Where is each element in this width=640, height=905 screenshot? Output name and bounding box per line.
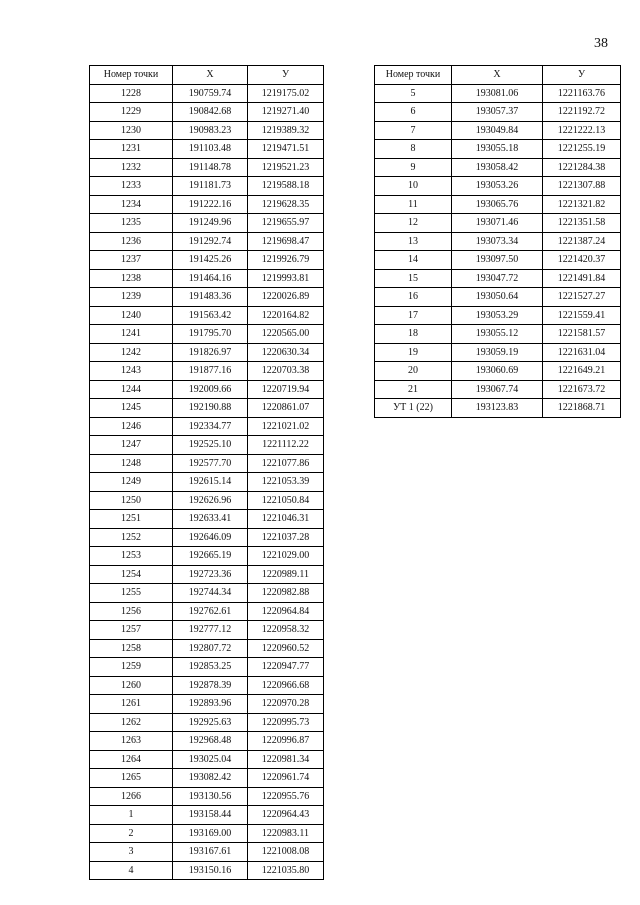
cell-y: 1221053.39 — [248, 473, 324, 492]
cell-y: 1221021.02 — [248, 417, 324, 436]
cell-y: 1219698.47 — [248, 232, 324, 251]
cell-point-number: 1235 — [90, 214, 173, 233]
cell-x: 190759.74 — [173, 84, 248, 103]
table-row — [90, 824, 324, 843]
table-row — [90, 177, 324, 196]
cell-x: 191148.78 — [173, 158, 248, 177]
cell-y: 1219655.97 — [248, 214, 324, 233]
cell-y: 1221527.27 — [543, 288, 621, 307]
table-row — [90, 565, 324, 584]
table-row — [375, 214, 621, 233]
cell-point-number: 1253 — [90, 547, 173, 566]
cell-point-number: 1252 — [90, 528, 173, 547]
cell-y: 1220970.28 — [248, 695, 324, 714]
table-row — [90, 676, 324, 695]
cell-x: 193058.42 — [452, 158, 543, 177]
table-row — [375, 140, 621, 159]
cell-point-number: 19 — [375, 343, 452, 362]
table-row — [375, 103, 621, 122]
cell-y: 1220565.00 — [248, 325, 324, 344]
table-row — [375, 399, 621, 418]
table-row — [90, 602, 324, 621]
cell-x: 191795.70 — [173, 325, 248, 344]
cell-x: 192878.39 — [173, 676, 248, 695]
cell-y: 1220983.11 — [248, 824, 324, 843]
table-row — [375, 343, 621, 362]
table-header-row — [90, 66, 324, 85]
table-row — [90, 547, 324, 566]
table-row — [90, 658, 324, 677]
header-y: У — [543, 66, 621, 85]
cell-x: 192665.19 — [173, 547, 248, 566]
cell-point-number: 1 — [90, 806, 173, 825]
table-row — [375, 288, 621, 307]
cell-x: 193049.84 — [452, 121, 543, 140]
cell-y: 1220861.07 — [248, 399, 324, 418]
cell-point-number: 18 — [375, 325, 452, 344]
table-row — [90, 343, 324, 362]
cell-point-number: 14 — [375, 251, 452, 270]
table-row — [90, 214, 324, 233]
cell-y: 1219271.40 — [248, 103, 324, 122]
table-row — [375, 84, 621, 103]
table-row — [90, 769, 324, 788]
cell-x: 192525.10 — [173, 436, 248, 455]
cell-x: 191464.16 — [173, 269, 248, 288]
table-row — [90, 787, 324, 806]
cell-point-number: 1237 — [90, 251, 173, 270]
cell-x: 191292.74 — [173, 232, 248, 251]
cell-point-number: 20 — [375, 362, 452, 381]
cell-y: 1221077.86 — [248, 454, 324, 473]
cell-y: 1220960.52 — [248, 639, 324, 658]
cell-x: 193053.29 — [452, 306, 543, 325]
cell-y: 1220964.84 — [248, 602, 324, 621]
cell-x: 191103.48 — [173, 140, 248, 159]
cell-y: 1220719.94 — [248, 380, 324, 399]
header-x: X — [173, 66, 248, 85]
cell-point-number: 1254 — [90, 565, 173, 584]
cell-x: 191877.16 — [173, 362, 248, 381]
cell-point-number: 1238 — [90, 269, 173, 288]
cell-x: 192633.41 — [173, 510, 248, 529]
table-row — [90, 732, 324, 751]
cell-point-number: 1261 — [90, 695, 173, 714]
table-row — [90, 454, 324, 473]
table-row — [90, 510, 324, 529]
table-row — [90, 140, 324, 159]
table-header-row — [375, 66, 621, 85]
cell-point-number: 16 — [375, 288, 452, 307]
table-row — [90, 806, 324, 825]
table-row — [90, 232, 324, 251]
cell-point-number: 17 — [375, 306, 452, 325]
header-point-number: Номер точки — [90, 66, 173, 85]
cell-x: 192334.77 — [173, 417, 248, 436]
cell-point-number: 1257 — [90, 621, 173, 640]
cell-y: 1220947.77 — [248, 658, 324, 677]
cell-x: 193073.34 — [452, 232, 543, 251]
cell-point-number: 1255 — [90, 584, 173, 603]
cell-x: 192190.88 — [173, 399, 248, 418]
cell-y: 1219993.81 — [248, 269, 324, 288]
cell-y: 1220996.87 — [248, 732, 324, 751]
cell-point-number: 21 — [375, 380, 452, 399]
cell-x: 190983.23 — [173, 121, 248, 140]
table-row — [90, 251, 324, 270]
cell-point-number: 1258 — [90, 639, 173, 658]
cell-y: 1221420.37 — [543, 251, 621, 270]
table-row — [90, 269, 324, 288]
cell-y: 1221192.72 — [543, 103, 621, 122]
table-row — [90, 380, 324, 399]
cell-x: 193150.16 — [173, 861, 248, 880]
cell-x: 192777.12 — [173, 621, 248, 640]
table-row — [90, 584, 324, 603]
cell-y: 1220995.73 — [248, 713, 324, 732]
cell-x: 193047.72 — [452, 269, 543, 288]
table-row — [90, 436, 324, 455]
cell-point-number: 11 — [375, 195, 452, 214]
cell-x: 193130.56 — [173, 787, 248, 806]
cell-y: 1221581.57 — [543, 325, 621, 344]
cell-x: 192744.34 — [173, 584, 248, 603]
cell-x: 193055.12 — [452, 325, 543, 344]
cell-y: 1221050.84 — [248, 491, 324, 510]
cell-x: 193060.69 — [452, 362, 543, 381]
cell-x: 193081.06 — [452, 84, 543, 103]
cell-x: 193158.44 — [173, 806, 248, 825]
cell-point-number: 10 — [375, 177, 452, 196]
cell-y: 1220961.74 — [248, 769, 324, 788]
cell-y: 1221035.80 — [248, 861, 324, 880]
cell-y: 1221649.21 — [543, 362, 621, 381]
cell-point-number: 1248 — [90, 454, 173, 473]
cell-point-number: 1245 — [90, 399, 173, 418]
cell-point-number: 1247 — [90, 436, 173, 455]
cell-y: 1221673.72 — [543, 380, 621, 399]
cell-x: 192925.63 — [173, 713, 248, 732]
table-row — [90, 861, 324, 880]
table-row — [375, 380, 621, 399]
cell-y: 1219521.23 — [248, 158, 324, 177]
cell-x: 193055.18 — [452, 140, 543, 159]
cell-y: 1220981.34 — [248, 750, 324, 769]
cell-point-number: 1250 — [90, 491, 173, 510]
cell-x: 192807.72 — [173, 639, 248, 658]
cell-x: 190842.68 — [173, 103, 248, 122]
cell-point-number: 1243 — [90, 362, 173, 381]
cell-x: 193123.83 — [452, 399, 543, 418]
cell-x: 191483.36 — [173, 288, 248, 307]
cell-x: 193050.64 — [452, 288, 543, 307]
cell-y: 1220703.38 — [248, 362, 324, 381]
cell-x: 192626.96 — [173, 491, 248, 510]
cell-point-number: 1262 — [90, 713, 173, 732]
table-row — [375, 121, 621, 140]
cell-x: 191222.16 — [173, 195, 248, 214]
cell-y: 1221037.28 — [248, 528, 324, 547]
table-row — [375, 251, 621, 270]
cell-point-number: 15 — [375, 269, 452, 288]
table-row — [90, 750, 324, 769]
cell-x: 193025.04 — [173, 750, 248, 769]
table-row — [375, 269, 621, 288]
cell-point-number: 7 — [375, 121, 452, 140]
cell-y: 1221163.76 — [543, 84, 621, 103]
cell-y: 1221868.71 — [543, 399, 621, 418]
cell-point-number: 1259 — [90, 658, 173, 677]
cell-x: 191249.96 — [173, 214, 248, 233]
cell-x: 192762.61 — [173, 602, 248, 621]
table-row — [90, 843, 324, 862]
cell-x: 193067.74 — [452, 380, 543, 399]
cell-point-number: 6 — [375, 103, 452, 122]
cell-x: 192009.66 — [173, 380, 248, 399]
cell-y: 1221307.88 — [543, 177, 621, 196]
cell-y: 1219389.32 — [248, 121, 324, 140]
cell-point-number: 2 — [90, 824, 173, 843]
cell-point-number: 1233 — [90, 177, 173, 196]
table-row — [90, 121, 324, 140]
cell-y: 1221112.22 — [248, 436, 324, 455]
page-number: 38 — [594, 36, 608, 51]
coordinates-table-right — [374, 65, 621, 418]
cell-y: 1221387.24 — [543, 232, 621, 251]
table-row — [90, 306, 324, 325]
cell-x: 191563.42 — [173, 306, 248, 325]
table-row — [90, 288, 324, 307]
cell-y: 1220966.68 — [248, 676, 324, 695]
cell-point-number: 12 — [375, 214, 452, 233]
cell-y: 1221255.19 — [543, 140, 621, 159]
cell-y: 1221029.00 — [248, 547, 324, 566]
cell-y: 1220026.89 — [248, 288, 324, 307]
cell-point-number: 1246 — [90, 417, 173, 436]
table-row — [90, 528, 324, 547]
cell-y: 1221008.08 — [248, 843, 324, 862]
cell-x: 193065.76 — [452, 195, 543, 214]
cell-y: 1221321.82 — [543, 195, 621, 214]
table-row — [375, 195, 621, 214]
cell-point-number: 1264 — [90, 750, 173, 769]
cell-point-number: 1251 — [90, 510, 173, 529]
table-row — [90, 639, 324, 658]
header-y: У — [248, 66, 324, 85]
cell-point-number: 1231 — [90, 140, 173, 159]
cell-y: 1221559.41 — [543, 306, 621, 325]
cell-y: 1219588.18 — [248, 177, 324, 196]
cell-y: 1220164.82 — [248, 306, 324, 325]
table-row — [90, 399, 324, 418]
table-row — [90, 84, 324, 103]
cell-x: 191181.73 — [173, 177, 248, 196]
cell-x: 193071.46 — [452, 214, 543, 233]
cell-x: 192893.96 — [173, 695, 248, 714]
cell-point-number: 4 — [90, 861, 173, 880]
cell-point-number: 1239 — [90, 288, 173, 307]
cell-point-number: УТ 1 (22) — [375, 399, 452, 418]
table-row — [90, 473, 324, 492]
cell-y: 1219471.51 — [248, 140, 324, 159]
coordinates-table-left — [89, 65, 324, 880]
cell-point-number: 5 — [375, 84, 452, 103]
cell-x: 193169.00 — [173, 824, 248, 843]
cell-point-number: 1249 — [90, 473, 173, 492]
cell-x: 192968.48 — [173, 732, 248, 751]
cell-x: 192577.70 — [173, 454, 248, 473]
cell-point-number: 1244 — [90, 380, 173, 399]
cell-x: 191826.97 — [173, 343, 248, 362]
cell-y: 1219175.02 — [248, 84, 324, 103]
cell-point-number: 1263 — [90, 732, 173, 751]
cell-x: 192853.25 — [173, 658, 248, 677]
table-row — [90, 695, 324, 714]
cell-point-number: 3 — [90, 843, 173, 862]
cell-y: 1220964.43 — [248, 806, 324, 825]
cell-y: 1220955.76 — [248, 787, 324, 806]
header-point-number: Номер точки — [375, 66, 452, 85]
cell-point-number: 9 — [375, 158, 452, 177]
cell-x: 191425.26 — [173, 251, 248, 270]
table-row — [90, 362, 324, 381]
cell-y: 1219628.35 — [248, 195, 324, 214]
cell-point-number: 1265 — [90, 769, 173, 788]
table-row — [90, 195, 324, 214]
cell-y: 1221491.84 — [543, 269, 621, 288]
cell-point-number: 1230 — [90, 121, 173, 140]
table-row — [90, 491, 324, 510]
header-x: X — [452, 66, 543, 85]
cell-x: 193059.19 — [452, 343, 543, 362]
cell-x: 192723.36 — [173, 565, 248, 584]
cell-point-number: 1260 — [90, 676, 173, 695]
cell-y: 1221046.31 — [248, 510, 324, 529]
cell-point-number: 1229 — [90, 103, 173, 122]
cell-y: 1221284.38 — [543, 158, 621, 177]
cell-x: 192646.09 — [173, 528, 248, 547]
table-row — [90, 621, 324, 640]
cell-x: 193053.26 — [452, 177, 543, 196]
cell-y: 1221222.13 — [543, 121, 621, 140]
cell-y: 1220958.32 — [248, 621, 324, 640]
cell-x: 193057.37 — [452, 103, 543, 122]
cell-point-number: 8 — [375, 140, 452, 159]
table-row — [375, 325, 621, 344]
cell-y: 1219926.79 — [248, 251, 324, 270]
cell-point-number: 1236 — [90, 232, 173, 251]
table-row — [375, 177, 621, 196]
cell-point-number: 1240 — [90, 306, 173, 325]
cell-x: 193082.42 — [173, 769, 248, 788]
cell-point-number: 13 — [375, 232, 452, 251]
cell-point-number: 1266 — [90, 787, 173, 806]
table-row — [375, 232, 621, 251]
table-row — [90, 417, 324, 436]
table-row — [375, 158, 621, 177]
table-row — [375, 306, 621, 325]
cell-point-number: 1228 — [90, 84, 173, 103]
cell-y: 1220982.88 — [248, 584, 324, 603]
cell-point-number: 1242 — [90, 343, 173, 362]
table-row — [375, 362, 621, 381]
table-row — [90, 325, 324, 344]
cell-y: 1220989.11 — [248, 565, 324, 584]
table-row — [90, 158, 324, 177]
cell-point-number: 1241 — [90, 325, 173, 344]
table-row — [90, 103, 324, 122]
cell-x: 193097.50 — [452, 251, 543, 270]
cell-y: 1221351.58 — [543, 214, 621, 233]
cell-point-number: 1232 — [90, 158, 173, 177]
cell-point-number: 1256 — [90, 602, 173, 621]
cell-point-number: 1234 — [90, 195, 173, 214]
cell-x: 192615.14 — [173, 473, 248, 492]
cell-y: 1220630.34 — [248, 343, 324, 362]
cell-x: 193167.61 — [173, 843, 248, 862]
cell-y: 1221631.04 — [543, 343, 621, 362]
table-row — [90, 713, 324, 732]
